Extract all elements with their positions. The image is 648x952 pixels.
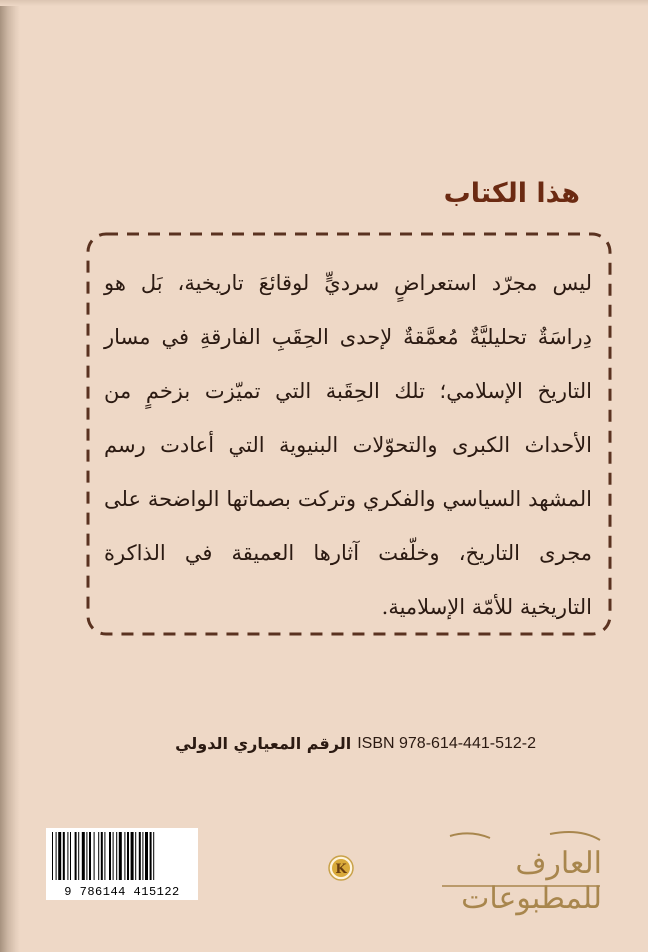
isbn-line	[175, 734, 536, 753]
barcode	[46, 828, 198, 900]
barcode-digits: 9 786144 415122	[64, 885, 180, 899]
book-spine-edge	[0, 0, 20, 952]
publisher-logo	[430, 826, 608, 916]
isbn-label: الرقم المعياري الدولي	[175, 734, 352, 753]
barcode-bars	[46, 828, 198, 886]
book-description: ليس مجرّد استعراضٍ سرديٍّ لوقائعَ تاريخية، بَل هو دِراسَةٌ تحليليَّةٌ مُعمَّقةٌ لإحدى الحِقَبِ الفارقةِ في مسار التاريخ الإسلامي؛ تلك الحِقَبة التي تميّزت بزخمٍ من الأحداث الكبرى والتحوّلات البنيوية التي أعادت رسم المشهد السياسي والفكري وتركت بصماتها الواضحة على مجرى التاريخ، وخلّفت آثارها العميقة في الذاكرة التاريخية للأمّة الإسلامية.	[104, 271, 592, 619]
cover-top-edge	[0, 0, 648, 6]
isbn-number: ISBN 978-614-441-512-2	[357, 734, 536, 752]
section-title: هذا الكتاب	[443, 178, 580, 209]
publisher-mark-letter: K	[335, 862, 347, 877]
publisher-name: العارف للمطبوعات	[461, 846, 602, 916]
publisher-mark-icon	[328, 855, 354, 881]
